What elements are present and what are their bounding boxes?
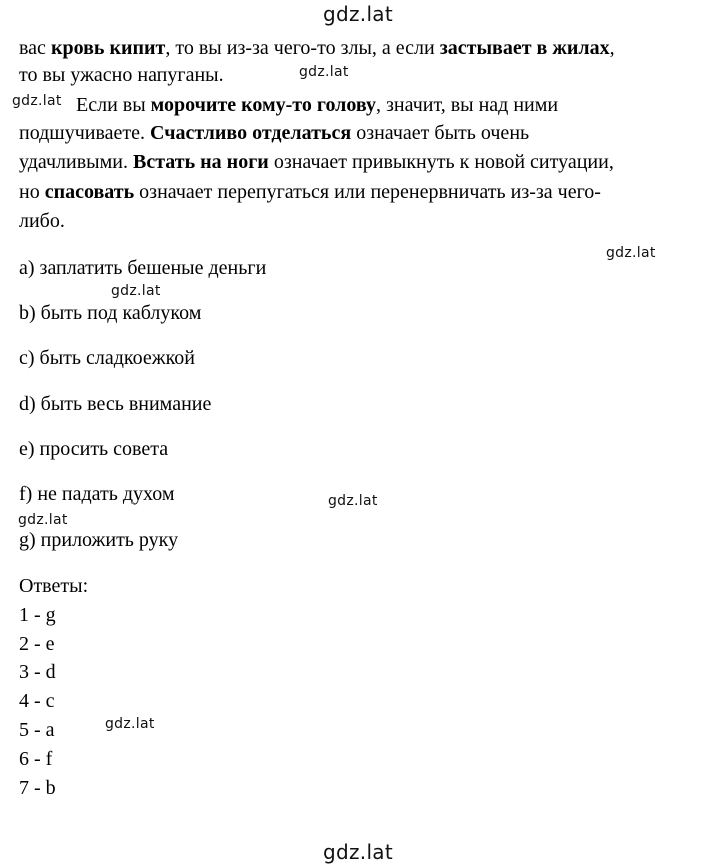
watermark-top: gdz.lat (323, 2, 394, 26)
answer-item: 1 - g (19, 604, 56, 626)
text: удачливыми. (19, 151, 133, 173)
text: , значит, вы над ними (376, 94, 559, 116)
idiom: спасовать (44, 181, 135, 203)
paragraph-line-6 (19, 180, 601, 204)
watermark-bottom: gdz.lat (323, 840, 394, 864)
text: но (19, 181, 45, 203)
paragraph-line-4 (19, 121, 529, 145)
watermark: gdz.lat (12, 93, 62, 109)
idiom: Встать на ноги (132, 151, 269, 173)
idiom: застывает в жилах (439, 37, 610, 59)
answer-item: 6 - f (19, 748, 53, 770)
text: означает привыкнуть к новой ситуации, (268, 151, 614, 173)
text: вас (19, 37, 51, 59)
option-b: b) быть под каблуком (19, 302, 202, 324)
answer-item: 7 - b (19, 777, 56, 799)
paragraph-line-7: либо. (19, 210, 65, 232)
text: означает быть очень (351, 122, 530, 144)
option-g: g) приложить руку (19, 529, 179, 551)
idiom: кровь кипит (50, 37, 166, 59)
text: подшучиваете. (19, 122, 151, 144)
option-e: e) просить совета (19, 438, 169, 460)
option-c: c) быть сладкоежкой (19, 347, 195, 369)
watermark: gdz.lat (299, 64, 349, 80)
text: , (609, 37, 615, 59)
idiom: морочите кому-то голову (150, 94, 377, 116)
paragraph-line-5 (19, 150, 614, 174)
answer-item: 3 - d (19, 661, 56, 683)
text: Если вы (76, 94, 151, 116)
watermark: gdz.lat (328, 493, 378, 509)
watermark: gdz.lat (111, 283, 161, 299)
answers-title: Ответы: (19, 575, 89, 597)
paragraph-line-1 (19, 36, 615, 60)
option-a: a) заплатить бешеные деньги (19, 257, 267, 279)
text: означает перепугаться или перенервничать из-за чего- (134, 181, 601, 203)
paragraph-line-2: то вы ужасно напуганы. (19, 64, 224, 86)
watermark: gdz.lat (18, 512, 68, 528)
watermark: gdz.lat (105, 716, 155, 732)
answer-item: 2 - e (19, 633, 55, 655)
option-d: d) быть весь внимание (19, 393, 212, 415)
idiom: Счастливо отделаться (150, 122, 352, 144)
answer-item: 4 - c (19, 690, 55, 712)
paragraph-line-3 (76, 93, 558, 117)
answer-item: 5 - a (19, 719, 55, 741)
watermark: gdz.lat (606, 245, 656, 261)
text: , то вы из-за чего-то злы, а если (165, 37, 440, 59)
option-f: f) не падать духом (19, 483, 175, 505)
